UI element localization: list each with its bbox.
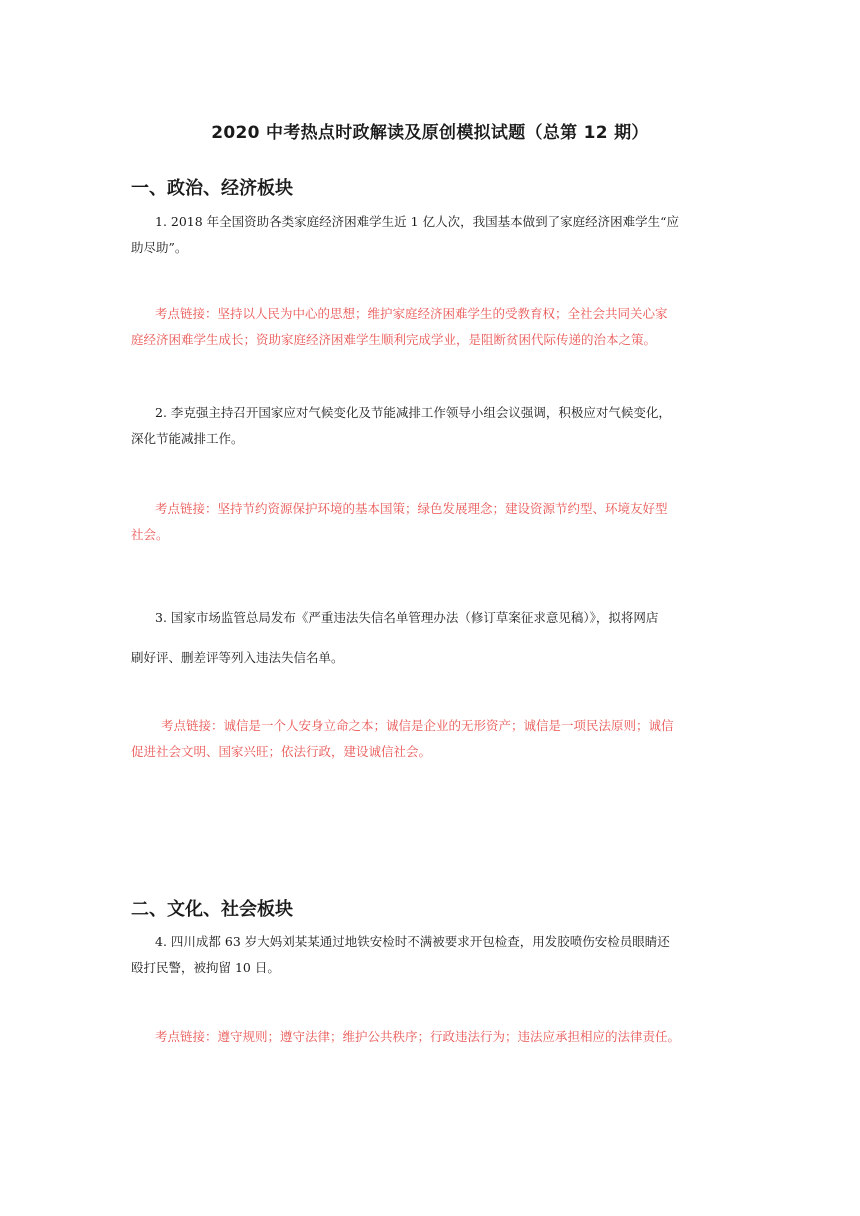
question-2-line-1: 2. 李克强主持召开国家应对气候变化及节能减排工作领导小组会议强调，积极应对气候变化，	[155, 405, 671, 420]
exam-point-link-1-line-1: 考点链接：坚持以人民为中心的思想；维护家庭经济困难学生的受教育权；全社会共同关心家	[155, 306, 668, 321]
document-title: 2020 中考热点时政解读及原创模拟试题（总第 12 期）	[211, 123, 649, 143]
exam-point-link-3-line-2: 促进社会文明、国家兴旺；依法行政，建设诚信社会。	[131, 744, 432, 759]
question-1	[131, 209, 731, 261]
section-heading-culture-society: 二、文化、社会板块	[131, 899, 293, 920]
exam-point-link-2-line-2: 社会。	[131, 527, 169, 542]
question-1-line-2: 助尽助”。	[131, 240, 188, 255]
question-4	[131, 929, 731, 981]
question-4-line-2: 殴打民警，被拘留 10 日。	[131, 960, 280, 975]
exam-point-link-1	[131, 301, 731, 353]
exam-point-link-2	[131, 496, 731, 548]
section-heading-politics-economy: 一、政治、经济板块	[131, 178, 293, 199]
question-3-line-2: 刷好评、删差评等列入违法失信名单。	[131, 650, 344, 665]
exam-point-link-4	[131, 1024, 731, 1050]
exam-point-link-2-line-1: 考点链接：坚持节约资源保护环境的基本国策；绿色发展理念；建设资源节约型、环境友好型	[155, 501, 668, 516]
question-1-line-1: 1. 2018 年全国资助各类家庭经济困难学生近 1 亿人次，我国基本做到了家庭经济困难学生“应	[155, 214, 679, 229]
question-2-line-2: 深化节能减排工作。	[131, 431, 244, 446]
question-4-line-1: 4. 四川成都 63 岁大妈刘某某通过地铁安检时不满被要求开包检查，用发胶喷伤安检员眼睛还	[155, 934, 670, 949]
question-2	[131, 400, 731, 452]
exam-point-link-3-line-1: 考点链接：诚信是一个人安身立命之本；诚信是企业的无形资产；诚信是一项民法原则；诚信	[161, 718, 674, 733]
question-3	[131, 598, 731, 678]
exam-point-link-4-line-1: 考点链接：遵守规则；遵守法律；维护公共秩序；行政违法行为；违法应承担相应的法律责任。	[155, 1029, 681, 1044]
question-3-line-1: 3. 国家市场监管总局发布《严重违法失信名单管理办法（修订草案征求意见稿）》，拟将网店	[155, 610, 659, 625]
exam-point-link-1-line-2: 庭经济困难学生成长；资助家庭经济困难学生顺利完成学业，是阻断贫困代际传递的治本之策。	[131, 332, 657, 347]
exam-point-link-3	[131, 713, 731, 765]
